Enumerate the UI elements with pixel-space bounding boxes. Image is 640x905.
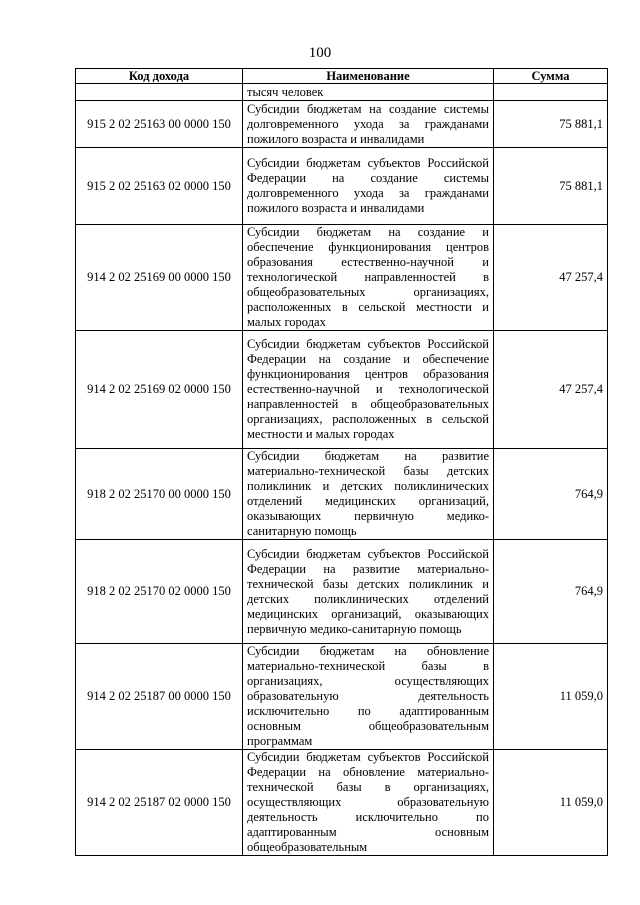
table-row [76, 225, 608, 331]
cell-name: Субсидии бюджетам субъектов Российской Федерации на создание и обеспечение функционирования центров образования естественно-научной и технологической направленностей в общеобразовательных организациях, расположенных в сельской местности и малых городах [243, 331, 494, 449]
table-row-continuation [76, 84, 608, 101]
cell-sum: 764,9 [494, 540, 608, 644]
table-row [76, 540, 608, 644]
cell-code: 918 2 02 25170 02 0000 150 [76, 540, 243, 644]
cell-name: Субсидии бюджетам субъектов Российской Федерации на обновление материально-технической базы в организациях, осуществляющих образовательную деятельность исключительно по адаптированным основным общеобразовательным [243, 750, 494, 856]
page-number: 100 [308, 45, 332, 61]
cell-sum: 47 257,4 [494, 331, 608, 449]
header-name: Наименование [243, 69, 494, 84]
cell-name: Субсидии бюджетам на создание системы долговременного ухода за гражданами пожилого возраста и инвалидами [243, 101, 494, 148]
cell-code: 914 2 02 25187 02 0000 150 [76, 750, 243, 856]
cell-sum: 11 059,0 [494, 750, 608, 856]
cell-code [76, 84, 243, 101]
cell-sum [494, 84, 608, 101]
cell-name: Субсидии бюджетам субъектов Российской Федерации на создание системы долговременного ухода за гражданами пожилого возраста и инвалидами [243, 148, 494, 225]
cell-code: 918 2 02 25170 00 0000 150 [76, 449, 243, 540]
cell-name: Субсидии бюджетам на создание и обеспечение функционирования центров образования естественно-научной и технологической направленностей в общеобразовательных организациях, расположенных в сельской местности и малых городах [243, 225, 494, 331]
table-row [76, 750, 608, 856]
cell-code: 914 2 02 25187 00 0000 150 [76, 644, 243, 750]
cell-sum: 75 881,1 [494, 148, 608, 225]
revenue-table [75, 68, 608, 856]
cell-name: Субсидии бюджетам субъектов Российской Федерации на развитие материально-технической базы детских поликлиник и детских поликлинических отделений медицинских организаций, оказывающих первичную медико-санитарную помощь [243, 540, 494, 644]
table-row [76, 101, 608, 148]
table-row [76, 148, 608, 225]
cell-code: 915 2 02 25163 00 0000 150 [76, 101, 243, 148]
table-row [76, 449, 608, 540]
cell-name: Субсидии бюджетам на развитие материально-технической базы детских поликлиник и детских поликлинических отделений медицинских организаций, оказывающих первичную медико-санитарную помощь [243, 449, 494, 540]
cell-code: 915 2 02 25163 02 0000 150 [76, 148, 243, 225]
cell-name: Субсидии бюджетам на обновление материально-технической базы в организациях, осуществляющих образовательную деятельность исключительно по адаптированным основным общеобразовательным программам [243, 644, 494, 750]
cell-sum: 764,9 [494, 449, 608, 540]
cell-sum: 75 881,1 [494, 101, 608, 148]
cell-code: 914 2 02 25169 00 0000 150 [76, 225, 243, 331]
table-header-row [76, 69, 608, 84]
cell-sum: 11 059,0 [494, 644, 608, 750]
header-code: Код дохода [76, 69, 243, 84]
cell-name: тысяч человек [243, 84, 494, 101]
cell-sum: 47 257,4 [494, 225, 608, 331]
cell-code: 914 2 02 25169 02 0000 150 [76, 331, 243, 449]
table-row [76, 331, 608, 449]
header-sum: Сумма [494, 69, 608, 84]
table-row [76, 644, 608, 750]
